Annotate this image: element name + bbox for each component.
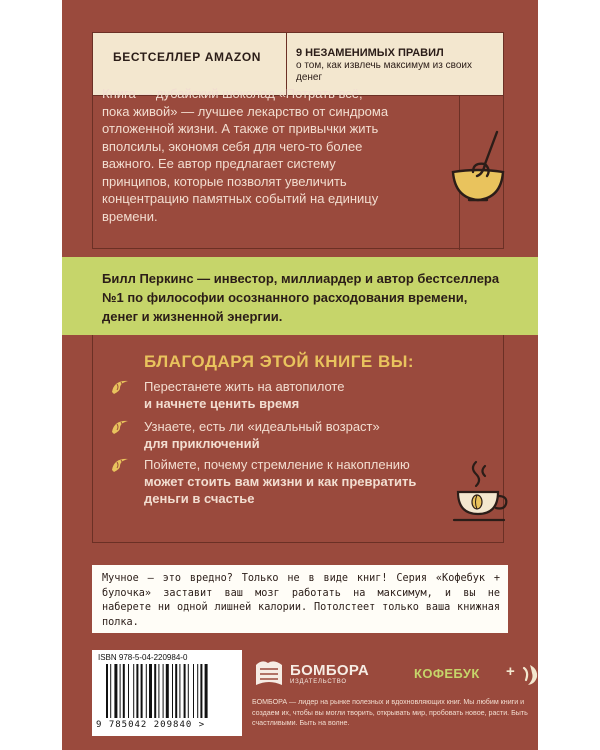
author-bio: Билл Перкинс — инвестор, миллиардер и автор бестселлера №1 по философии осознанного расходования времени, денег и жизненной энергии.	[102, 271, 500, 324]
isbn: ISBN 978-5-04-220984-0	[98, 653, 188, 662]
benefit-continuation: для приключений	[144, 436, 260, 451]
series-plus: +	[506, 663, 515, 680]
barcode-box	[92, 650, 242, 736]
publisher-blurb: БОМБОРА — лидер на рынке полезных и вдохновляющих книг. Мы любим книги и создаем их, чтобы вы могли творить, открывать мир, пробовать новое, расти. Быть счастливыми. Быть на волне.	[252, 698, 528, 727]
croissant-icon	[110, 418, 132, 436]
book-back-cover	[62, 0, 538, 750]
benefit-plain: Перестанете жить на автопилоте	[144, 379, 345, 394]
promo-text: Мучное — это вредно? Только не в виде книг! Серия «Кофебук + булочка» заставит ваш мозг работать на максимум, и вы не наберете ни одной лишней калории. Потолстеет только ваша книжная полка.	[102, 573, 500, 628]
series-name: КОФЕБУК	[414, 666, 480, 681]
bun-icon	[520, 664, 538, 686]
croissant-icon	[110, 378, 132, 396]
rules-title: 9 НЕЗАМЕНИМЫХ ПРАВИЛ	[296, 47, 444, 59]
barcode-icon	[104, 664, 232, 718]
bombora-logo-icon	[252, 659, 286, 689]
series-logo	[414, 662, 536, 690]
benefit-text	[144, 378, 484, 412]
benefit-text	[144, 418, 484, 452]
barcode-number: 9 785042 209840 >	[96, 720, 206, 730]
bestseller-label: БЕСТСЕЛЛЕР AMAZON	[113, 50, 262, 64]
book-description: Книга — дубайский шоколад «Потрать всё, пока живой» — лучшее лекарство от синдрома отложенной жизни. А также от привычки жить вполсилы, экономя себя для чего-то более важного. Ее автор предлагает систему принципов, которые позволят увеличить концентрацию памятных событий на единицу времени.	[102, 86, 389, 224]
benefit-text	[144, 456, 444, 507]
benefit-plain: Узнаете, есть ли «идеальный возраст»	[144, 419, 380, 434]
publisher-logo	[252, 659, 402, 691]
benefit-plain: Поймете, почему стремление к накоплению	[144, 457, 410, 472]
promo-panel	[92, 565, 508, 633]
rules-subtitle: о том, как извлечь максимум из своих денег	[296, 59, 472, 83]
publisher-name: БОМБОРА	[290, 662, 370, 679]
publisher-sub: ИЗДАТЕЛЬСТВО	[290, 679, 347, 685]
whisk-bowl-icon	[447, 128, 509, 208]
croissant-icon	[110, 456, 132, 474]
benefits-title: БЛАГОДАРЯ ЭТОЙ КНИГЕ ВЫ:	[144, 352, 415, 371]
benefit-continuation: и начнете ценить время	[144, 396, 300, 411]
rules-block	[296, 47, 496, 85]
benefit-continuation: может стоить вам жизни и как превратить деньги в счастье	[144, 474, 417, 506]
coffee-cup-icon	[452, 460, 512, 524]
